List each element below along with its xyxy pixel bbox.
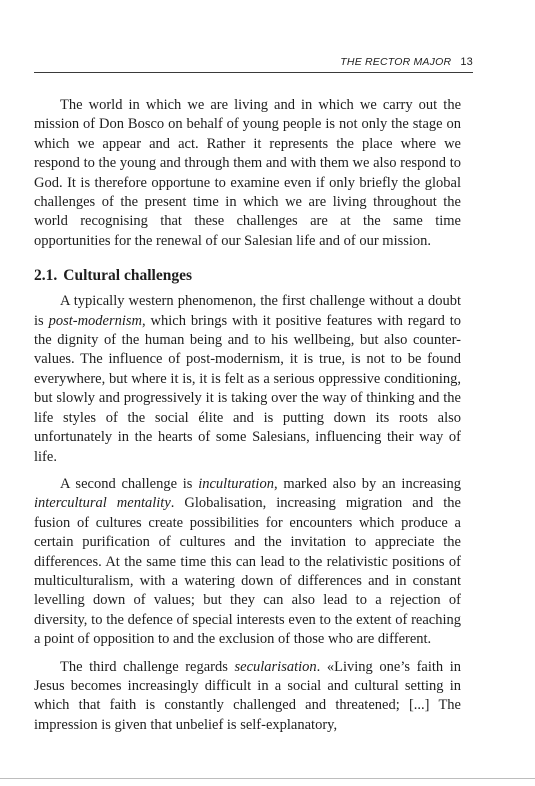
body-text — [34, 96, 461, 735]
paragraph-post-modernism — [34, 292, 461, 467]
paragraph-text: , marked also by an increasing — [273, 475, 461, 492]
paragraph-intro: The world in which we are living and in which we carry out the mission of Don Bosco on behalf of young people is not only the stage on which we appear and act. Rather it represents the place where we respond to the young and through them and with them we also respond to God. It is therefore opportune to examine even if only briefly the global challenges of the present time in which we are living throughout the world recognising that these challenges are at the same time opportunities for the renewal of our Salesian life and of our mission. — [34, 97, 461, 249]
page-number: 13 — [460, 56, 473, 68]
section-heading — [34, 266, 461, 286]
emphasis-term: post-modernism — [48, 312, 143, 329]
scan-edge-line — [0, 778, 535, 779]
header-rule — [34, 72, 473, 73]
section-number: 2.1. — [34, 267, 58, 285]
emphasis-term: intercultural mentality — [34, 495, 171, 512]
section-title: Cultural challenges — [63, 267, 192, 285]
paragraph-text: A typically western phenomenon, the first challenge without a doubt is — [34, 293, 461, 329]
paragraph-text: The third challenge regards — [60, 658, 235, 675]
paragraph-text: . «Living one’s faith in Jesus becomes increasingly difficult in a social and cultural setting in which that faith is constantly challenged and threatened; [...] The impression is given that unbelief is self-explanatory, — [34, 658, 462, 733]
paragraph-text: . Globalisation, increasing migration and the fusion of cultures create possibilities for encounters which produce a certain purification of cultures and the invitation to appreciate the differences. At the same time this can lead to the relativistic positions of multiculturalism, with a watering down of differences and in constant levelling down of values; but they can also lead to a rejection of diversity, to the defence of special interests even to the extent of reaching a point of opposition to and the exclusion of those who are different. — [34, 495, 461, 648]
emphasis-term: inculturation — [198, 475, 274, 492]
running-header-title: THE RECTOR MAJOR — [340, 56, 452, 68]
paragraph-inculturation — [34, 475, 461, 650]
paragraph-text: , which brings with it positive features with regard to the dignity of the human being and to his wellbeing, but also counter-values. The influence of post-modernism, it is true, is not to be found everywhere, but where it is, it is felt as a serious oppressive conditioning, but slowly and progressively it is taking over the way of thinking and the life styles of the social élite and is putting down its roots also unfortunately in the hearts of some Salesians, influencing their way of life. — [34, 312, 461, 465]
paragraph-text: A second challenge is — [60, 475, 199, 492]
paragraph-secularisation — [34, 658, 461, 736]
running-header — [34, 56, 473, 68]
emphasis-term: secularisation — [234, 658, 317, 675]
